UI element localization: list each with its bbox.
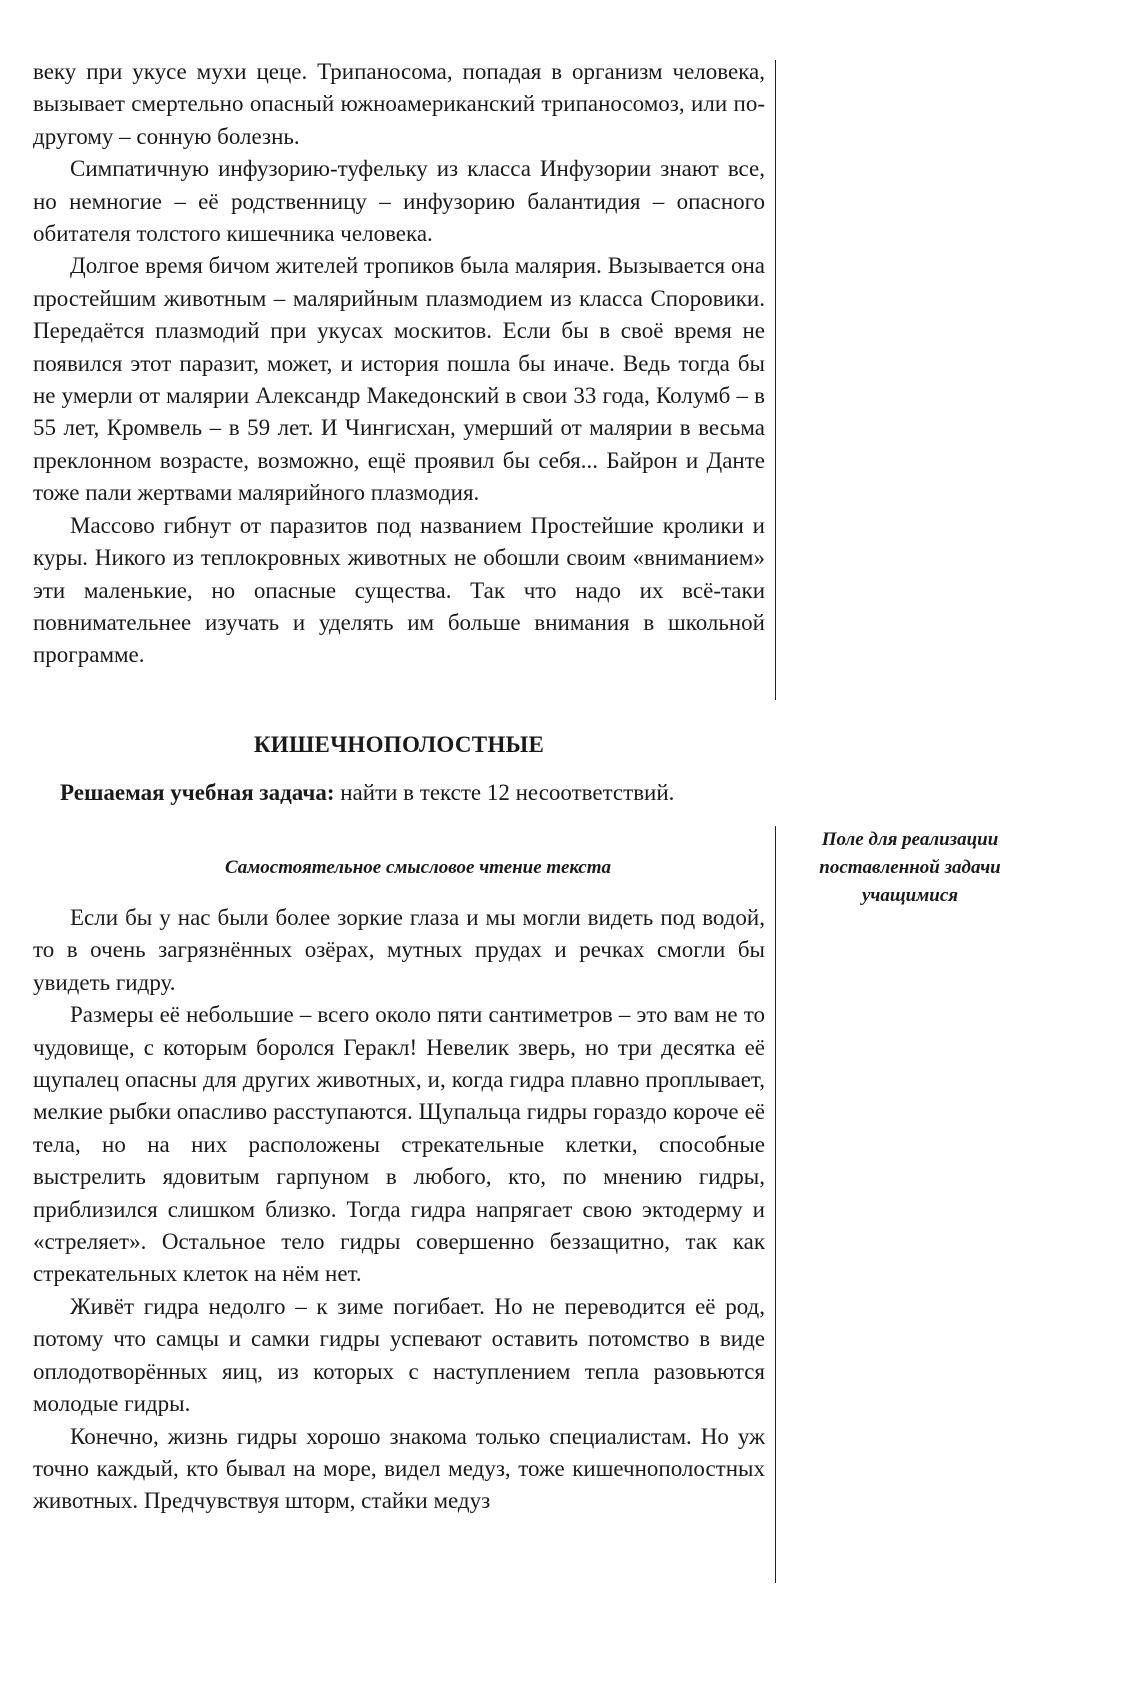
- section-heading: КИШЕЧНОПОЛОСТНЫЕ: [253, 732, 545, 757]
- reading-subtitle: Самостоятельное смысловое чтение текста: [224, 857, 612, 878]
- bottom-text-column: [33, 902, 765, 1518]
- margin-divider-bottom: [775, 826, 776, 1583]
- paragraph-jellyfish: Конечно, жизнь гидры хорошо знакома только специалистам. Но уж точно каждый, кто бывал на море, видел медуз, тоже кишечнополостных животных. Предчувствуя шторм, стайки медуз: [33, 1423, 765, 1514]
- learning-task: [60, 780, 674, 806]
- student-field-note: [790, 826, 1030, 910]
- margin-divider-top: [775, 60, 776, 700]
- task-label: Решаемая учебная задача:: [60, 780, 335, 805]
- side-note-line: поставленной задачи: [819, 857, 1001, 878]
- side-note-line: Поле для реализации: [821, 829, 999, 850]
- side-note-line: учащимися: [861, 885, 959, 906]
- task-text: найти в тексте 12 несоответствий.: [334, 780, 675, 805]
- paragraph-hydra-size: Размеры её небольшие – всего около пяти сантиметров – это вам не то чудовище, с которым боролся Геракл! Невелик зверь, но три десятка её щупалец опасны для других животных, и, когда гидра плавно проплывает, мелкие рыбки опасливо расступаются. Щупальца гидры гораздо короче её тела, но на них расположены стрекательные клетки, способные выстрелить ядовитым гарпуном в любого, кто, по мнению гидры, приблизился слишком близко. Тогда гидра напрягает свою эктодерму и «стреляет». Остальное тело гидры совершенно беззащитно, так как стрекательных клеток на нём нет.: [33, 1002, 765, 1287]
- paragraph-parasites-animals: Массово гибнут от паразитов под названием Простейшие кролики и куры. Никого из теплокровных животных не обошли своим «вниманием» эти маленькие, но опасные существа. Так что надо их всё-таки повнимательнее изучать и уделять им больше внимания в школьной программе.: [33, 512, 765, 668]
- paragraph-trypanosoma: веку при укусе мухи цеце. Трипаносома, попадая в организм человека, вызывает смертельно опасный южноамериканский трипаносомоз, или по-другому – сонную болезнь.: [33, 59, 765, 149]
- paragraph-malaria: Долгое время бичом жителей тропиков была малярия. Вызывается она простейшим животным – малярийным плазмодием из класса Споровики. Передаётся плазмодий при укусах москитов. Если бы в своё время не появился этот паразит, может, и история пошла бы иначе. Ведь тогда бы не умерли от малярии Александр Македонский в свои 33 года, Колумб – в 55 лет, Кромвель – в 59 лет. И Чингисхан, умерший от малярии в весьма преклонном возрасте, возможно, ещё проявил бы себя... Байрон и Данте тоже пали жертвами малярийного плазмодия.: [33, 253, 765, 506]
- top-text-column: [33, 56, 765, 672]
- paragraph-hydra-intro: Если бы у нас были более зоркие глаза и мы могли видеть под водой, то в очень загрязнённых озёрах, мутных прудах и речках смогли бы увидеть гидру.: [33, 905, 765, 995]
- paragraph-balantidium: Симпатичную инфузорию-туфельку из класса Инфузории знают все, но немногие – её родственницу – инфузорию балантидия – опасного обитателя толстого кишечника человека.: [33, 156, 765, 247]
- paragraph-hydra-life: Живёт гидра недолго – к зиме погибает. Но не переводится её род, потому что самцы и самки гидры успевают оставить потомство в виде оплодотворённых яиц, из которых с наступлением тепла разовьются молодые гидры.: [33, 1293, 765, 1417]
